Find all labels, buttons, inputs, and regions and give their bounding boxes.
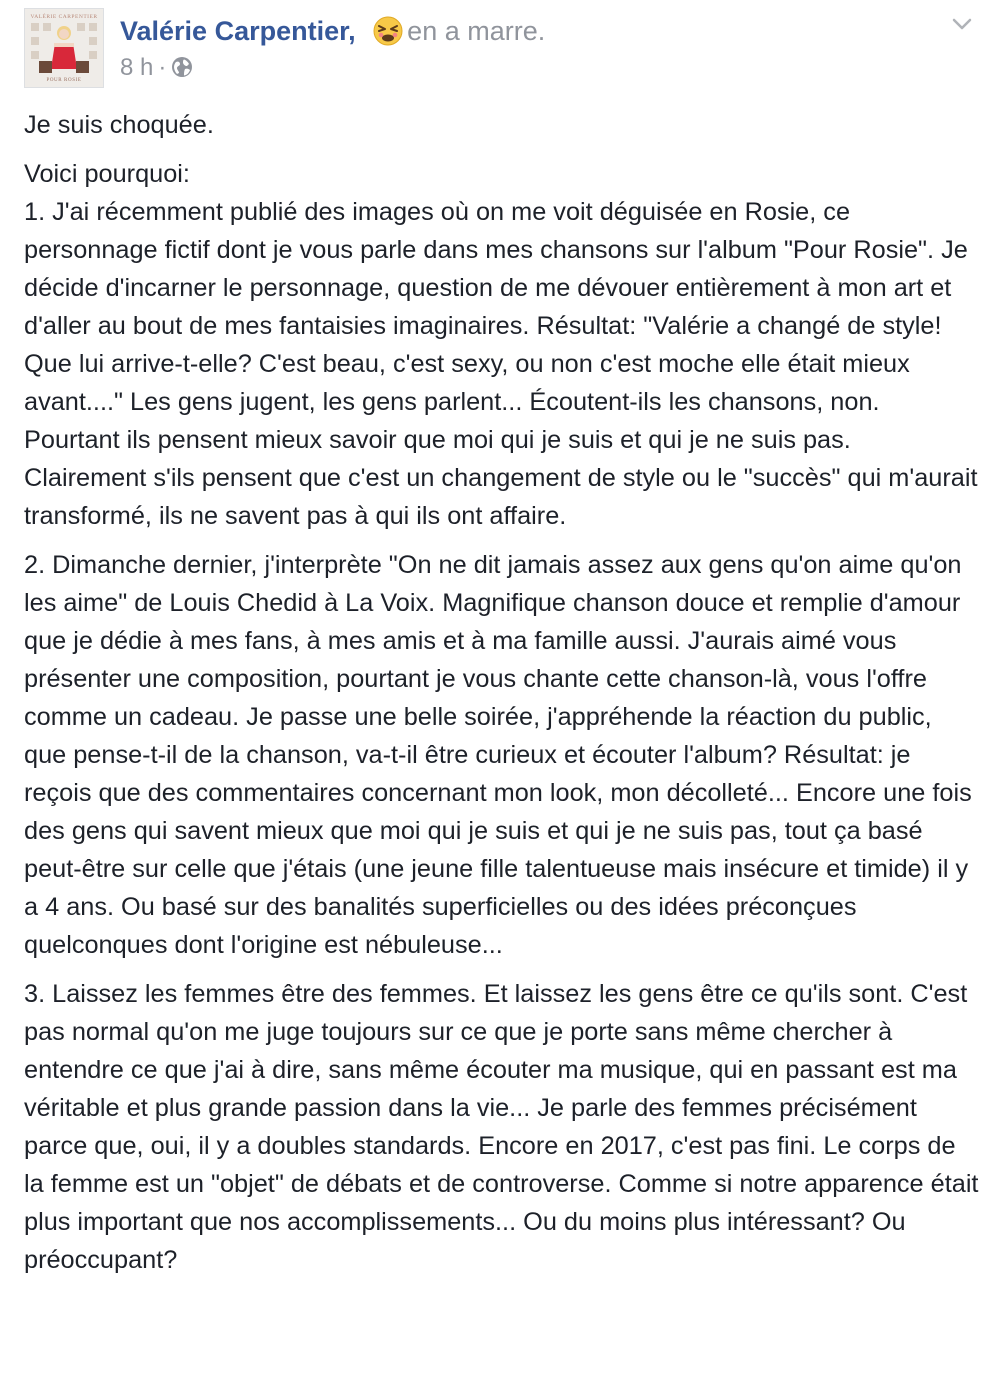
post-paragraph: 2. Dimanche dernier, j'interprète "On ne dit jamais assez aux gens qu'on aime qu'on les aime" de Louis Chedid à La Voix. Magnifique chanson douce et remplie d'amour que je dédie à mes fans, à mes amis et à ma famille aussi. J'aurais aimé vous présenter une composition, pourtant je vous chante cette chanson-là, vous l'offre comme un cadeau. Je passe une belle soirée, j'appréhende la réaction du public, que pense-t-il de la chanson, va-t-il être curieux et écouter l'album? Résultat: je reçois que des commentaires concernant mon look, mon décolleté... Encore une fois des gens qui savent mieux que moi qui je suis et qui je ne suis pas, tout ça basé peut-être sur celle que j'étais (une jeune fille talentueuse mais insécure et timide) il y a 4 ans. Ou basé sur des banalités superficielles ou des idées préconçues quelconques dont l'origine est nébuleuse... [24,551,972,959]
post-title-line [120,14,545,48]
post-paragraph: Voici pourquoi: 1. J'ai récemment publié des images où on me voit déguisée en Rosie, ce personnage fictif dont je vous parle dans mes chansons sur l'album "Pour Rosie". Je décide d'incarner le personnage, question de me dévouer entièrement à mon art et d'aller au bout de mes fantaisies imaginaires. Résultat: "Valérie a changé de style! Que lui arrive-t-elle? C'est beau, c'est sexy, ou non c'est moche elle était mieux avant...." Les gens jugent, les gens parlent... Écoutent-ils les chansons, non. Pourtant ils pensent mieux savoir que moi qui je suis et qui je ne suis pas. Clairement s'ils pensent que c'est un changement de style ou le "succès" qui m'aurait transformé, ils ne savent pas à qui ils ont affaire. [24,160,978,530]
album-cover-image [25,9,103,87]
tired-face-emoji-icon [373,16,403,46]
post-body [24,106,979,1290]
post-meta [120,53,193,83]
avatar-caption: POUR ROSIE [46,78,82,83]
author-name-link[interactable]: Valérie Carpentier [120,16,349,46]
post-paragraph: 3. Laissez les femmes être des femmes. Et laissez les gens être ce qu'ils sont. C'est pas normal qu'on me juge toujours sur ce que je porte sans même chercher à entendre ce que j'ai à dire, sans même écouter ma musique, qui en passant est ma véritable et plus grande passion dans la vie... Je parle des femmes précisément parce que, oui, il y a doubles standards. Encore en 2017, c'est pas fini. Le corps de la femme est un "objet" de débats et de controverse. Comme si notre apparence était plus important que nos accomplissements... Ou du moins plus intéressant? Ou préoccupant? [24,980,979,1274]
post-paragraph: Je suis choquée. [24,111,214,139]
timestamp-link[interactable]: 8 h [120,54,154,81]
avatar-title: VALÉRIE CARPENTIER [30,14,98,20]
avatar[interactable] [24,8,104,88]
chevron-down-icon[interactable] [950,12,974,36]
globe-icon[interactable] [171,56,193,78]
meta-separator: · [158,54,167,81]
author-comma: , [348,16,356,46]
feeling-text: en a marre. [407,16,546,46]
post-header [24,8,974,88]
